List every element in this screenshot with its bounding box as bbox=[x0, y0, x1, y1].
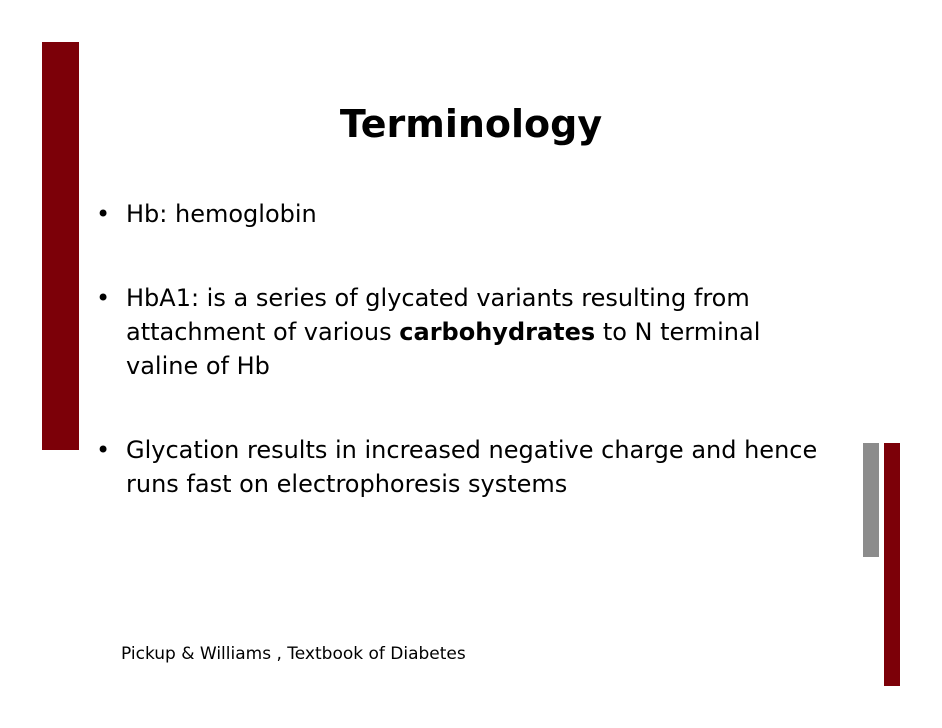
bullet-text bbox=[126, 433, 817, 501]
bullet-line: valine of Hb bbox=[126, 352, 270, 380]
bullet-line: HbA1: is a series of glycated variants resulting from bbox=[126, 284, 750, 312]
bold-term: carbohydrates bbox=[399, 318, 596, 346]
bullet-line: runs fast on electrophoresis systems bbox=[126, 470, 568, 498]
citation: Pickup & Williams , Textbook of Diabetes bbox=[121, 644, 466, 664]
bullet-text bbox=[126, 281, 760, 383]
bullet-marker: • bbox=[96, 200, 111, 228]
bullet-marker: • bbox=[96, 436, 111, 464]
bullet-line-segment: attachment of various bbox=[126, 318, 400, 346]
bullet-line: Glycation results in increased negative charge and hence bbox=[126, 436, 818, 464]
bullet-line-segment: to N terminal bbox=[595, 318, 761, 346]
slide-title: Terminology bbox=[339, 102, 603, 146]
bullet-text bbox=[126, 197, 317, 231]
bullet-line bbox=[126, 315, 760, 349]
bullet-marker: • bbox=[96, 284, 111, 312]
bullet-line: Hb: hemoglobin bbox=[126, 200, 317, 228]
